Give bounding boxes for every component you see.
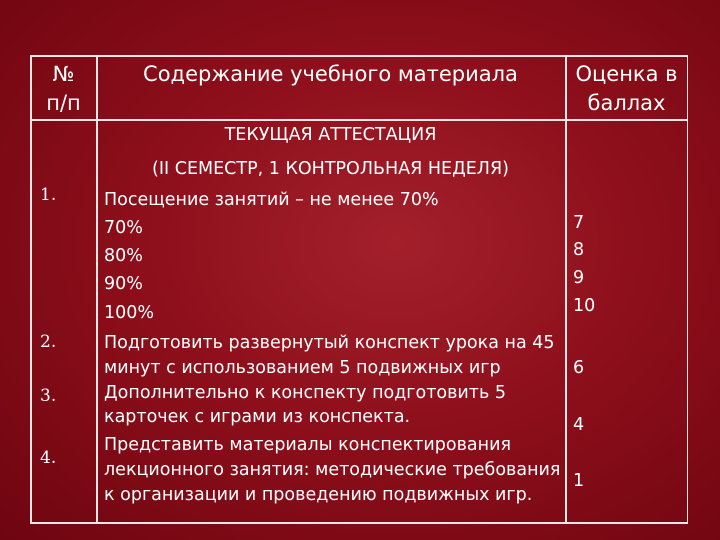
header-score-line1: Оценка в bbox=[575, 62, 678, 86]
row-text-line: карточек с играми из конспекта. bbox=[104, 407, 411, 427]
score-value: 7 bbox=[573, 213, 585, 233]
row-number: 2. bbox=[40, 332, 57, 352]
table-border-top bbox=[30, 55, 688, 57]
table-border-right bbox=[687, 55, 689, 523]
score-value: 1 bbox=[573, 471, 585, 491]
score-value: 8 bbox=[573, 240, 585, 260]
row-text-line: Представить материалы конспектирования bbox=[104, 435, 511, 455]
column-divider-2 bbox=[565, 55, 567, 523]
row-text-line: Дополнительно к конспекту подготовить 5 bbox=[104, 383, 507, 403]
score-value: 10 bbox=[573, 296, 596, 316]
table-border-left bbox=[30, 55, 32, 523]
section-title: ТЕКУЩАЯ АТТЕСТАЦИЯ bbox=[224, 125, 437, 145]
row-text-line: к организации и проведению подвижных игр. bbox=[104, 485, 533, 505]
row-text-line: 80% bbox=[104, 246, 143, 266]
row-text-line: минут с использованием 5 подвижных игр bbox=[104, 358, 501, 378]
header-score-line2: баллах bbox=[587, 91, 666, 115]
row-text-line: 70% bbox=[104, 218, 143, 238]
row-number: 1. bbox=[40, 185, 57, 205]
table-border-bottom bbox=[30, 522, 688, 524]
row-number: 3. bbox=[40, 386, 57, 406]
row-text-line: Посещение занятий – не менее 70% bbox=[104, 190, 439, 210]
header-num-line1: № bbox=[52, 62, 75, 86]
row-number: 4. bbox=[40, 448, 57, 468]
row-text-line: 100% bbox=[104, 303, 155, 323]
header-content: Содержание учебного материала bbox=[143, 62, 518, 86]
row-text-line: Подготовить развернутый конспект урока на 45 bbox=[104, 333, 555, 353]
header-divider bbox=[30, 119, 688, 121]
header-num-line2: п/п bbox=[46, 91, 81, 115]
score-value: 6 bbox=[573, 358, 585, 378]
section-subtitle: (II СЕМЕСТР, 1 КОНТРОЛЬНАЯ НЕДЕЛЯ) bbox=[152, 159, 509, 179]
row-text-line: лекционного занятия: методические требования bbox=[104, 460, 561, 480]
score-value: 9 bbox=[573, 268, 585, 288]
score-value: 4 bbox=[573, 415, 585, 435]
row-text-line: 90% bbox=[104, 274, 143, 294]
